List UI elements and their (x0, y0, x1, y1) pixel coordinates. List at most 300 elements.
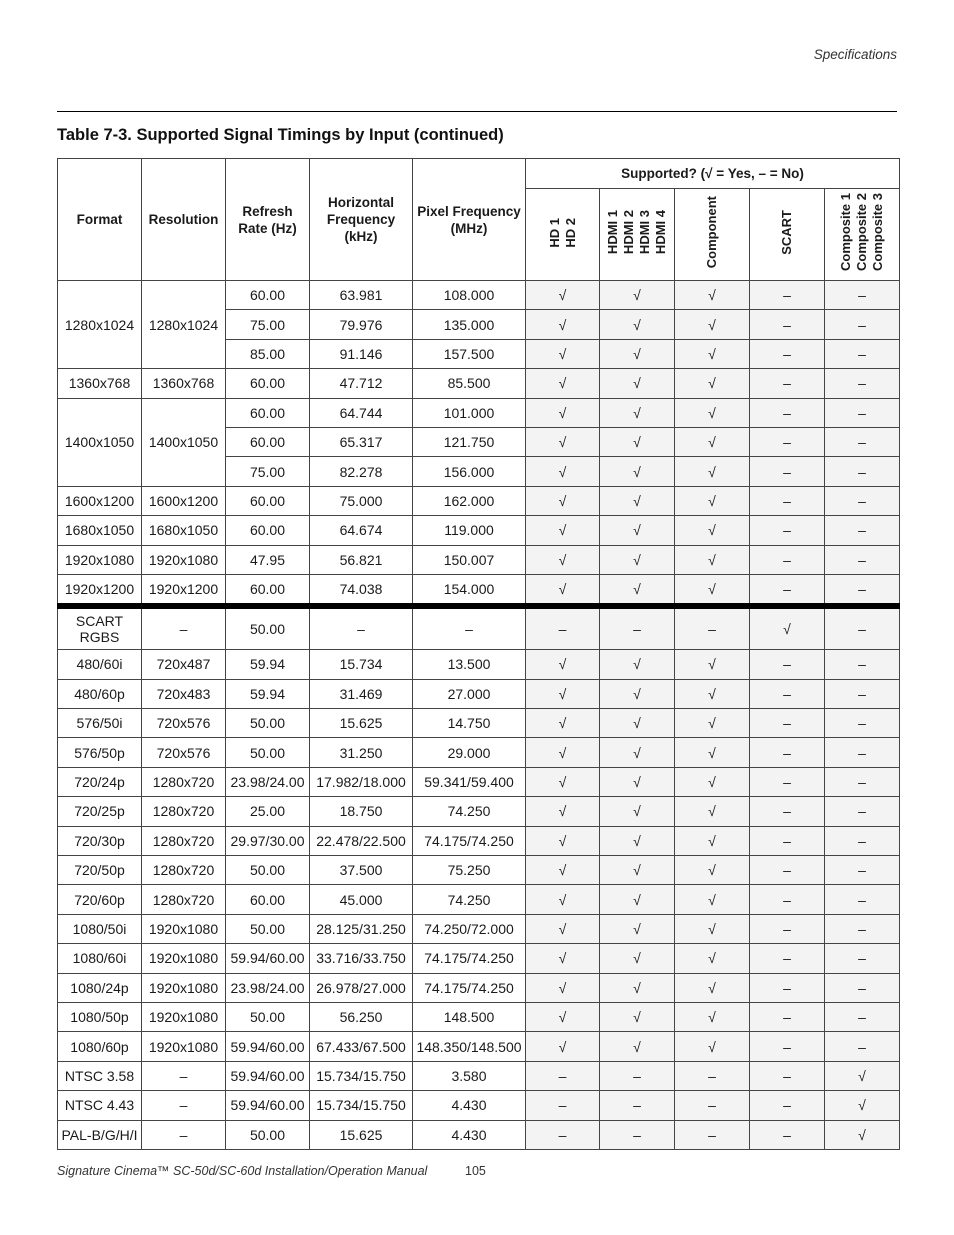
table-body (58, 281, 900, 1150)
cell-component: √ (675, 1032, 750, 1061)
cell-hd: √ (526, 310, 600, 339)
header-rule (57, 111, 897, 112)
cell-scart: – (750, 973, 825, 1002)
cell-resolution: 1280x720 (142, 856, 226, 885)
cell-pixel-frequency: 85.500 (413, 369, 526, 398)
table-row (58, 944, 900, 973)
cell-refresh-rate: 47.95 (226, 545, 310, 574)
cell-pixel-frequency: 27.000 (413, 679, 526, 708)
cell-component: √ (675, 545, 750, 574)
cell-resolution: – (142, 606, 226, 650)
cell-hd: – (526, 1091, 600, 1120)
col-pixel-frequency: Pixel Frequency (MHz) (413, 159, 526, 281)
cell-component: – (675, 1120, 750, 1149)
cell-resolution: 1400x1050 (142, 398, 226, 486)
cell-composite: – (825, 574, 900, 606)
cell-resolution: 1920x1200 (142, 574, 226, 606)
cell-scart: – (750, 885, 825, 914)
col-resolution: Resolution (142, 159, 226, 281)
cell-hdmi: – (600, 1061, 675, 1090)
table-row (58, 767, 900, 796)
cell-pixel-frequency: 119.000 (413, 516, 526, 545)
cell-resolution: – (142, 1091, 226, 1120)
cell-horizontal-frequency: 28.125/31.250 (310, 914, 413, 943)
cell-refresh-rate: 50.00 (226, 856, 310, 885)
table-row (58, 1002, 900, 1031)
cell-format: 1920x1080 (58, 545, 142, 574)
cell-hd: √ (526, 826, 600, 855)
cell-composite: – (825, 281, 900, 310)
cell-horizontal-frequency: 18.750 (310, 797, 413, 826)
col-supported-group: Supported? (√ = Yes, – = No) (526, 159, 900, 189)
cell-hd: – (526, 1061, 600, 1090)
cell-refresh-rate: 29.97/30.00 (226, 826, 310, 855)
cell-component: √ (675, 709, 750, 738)
cell-resolution: 1280x720 (142, 767, 226, 796)
cell-hdmi: – (600, 1120, 675, 1149)
cell-hd: √ (526, 574, 600, 606)
cell-resolution: 1680x1050 (142, 516, 226, 545)
cell-component: √ (675, 310, 750, 339)
cell-refresh-rate: 59.94/60.00 (226, 944, 310, 973)
table-row (58, 709, 900, 738)
cell-hdmi: √ (600, 574, 675, 606)
cell-hd: √ (526, 398, 600, 427)
cell-refresh-rate: 60.00 (226, 369, 310, 398)
col-hd: HD 1 HD 2 (546, 217, 578, 248)
cell-resolution: 1360x768 (142, 369, 226, 398)
cell-horizontal-frequency: 15.734/15.750 (310, 1091, 413, 1120)
cell-scart: – (750, 944, 825, 973)
cell-scart: – (750, 650, 825, 679)
cell-scart: – (750, 427, 825, 456)
cell-component: √ (675, 427, 750, 456)
cell-refresh-rate: 75.00 (226, 457, 310, 486)
cell-scart: – (750, 1032, 825, 1061)
cell-refresh-rate: 60.00 (226, 574, 310, 606)
cell-hdmi: √ (600, 914, 675, 943)
footer-manual-title: Signature Cinema™ SC-50d/SC-60d Installation/Operation Manual (57, 1164, 428, 1178)
cell-component: – (675, 1091, 750, 1120)
cell-pixel-frequency: 148.350/148.500 (413, 1032, 526, 1061)
cell-composite: – (825, 310, 900, 339)
cell-hdmi: √ (600, 738, 675, 767)
cell-hdmi: √ (600, 1032, 675, 1061)
cell-pixel-frequency: 156.000 (413, 457, 526, 486)
cell-format: 1360x768 (58, 369, 142, 398)
table-row (58, 398, 900, 427)
cell-horizontal-frequency: 75.000 (310, 486, 413, 515)
cell-component: √ (675, 486, 750, 515)
cell-hdmi: √ (600, 944, 675, 973)
cell-component: – (675, 606, 750, 650)
cell-pixel-frequency: – (413, 606, 526, 650)
cell-hdmi: √ (600, 826, 675, 855)
cell-format: SCART RGBS (58, 606, 142, 650)
cell-hdmi: √ (600, 797, 675, 826)
cell-horizontal-frequency: 31.469 (310, 679, 413, 708)
cell-resolution: 1920x1080 (142, 1002, 226, 1031)
cell-composite: – (825, 826, 900, 855)
col-horizontal-frequency: Horizontal Frequency (kHz) (310, 159, 413, 281)
cell-horizontal-frequency: 63.981 (310, 281, 413, 310)
cell-horizontal-frequency: 17.982/18.000 (310, 767, 413, 796)
cell-composite: √ (825, 1061, 900, 1090)
cell-refresh-rate: 59.94/60.00 (226, 1091, 310, 1120)
cell-resolution: 1280x720 (142, 826, 226, 855)
cell-resolution: 720x576 (142, 709, 226, 738)
cell-component: √ (675, 281, 750, 310)
cell-component: √ (675, 856, 750, 885)
cell-scart: – (750, 486, 825, 515)
cell-format: 720/25p (58, 797, 142, 826)
cell-composite: – (825, 797, 900, 826)
cell-pixel-frequency: 74.175/74.250 (413, 973, 526, 1002)
cell-component: √ (675, 457, 750, 486)
cell-horizontal-frequency: 15.734 (310, 650, 413, 679)
signal-timings-table (57, 158, 900, 1150)
cell-horizontal-frequency: 15.734/15.750 (310, 1061, 413, 1090)
cell-hd: √ (526, 427, 600, 456)
cell-horizontal-frequency: 82.278 (310, 457, 413, 486)
cell-scart: – (750, 826, 825, 855)
cell-horizontal-frequency: 79.976 (310, 310, 413, 339)
cell-pixel-frequency: 154.000 (413, 574, 526, 606)
cell-component: √ (675, 369, 750, 398)
cell-pixel-frequency: 101.000 (413, 398, 526, 427)
cell-refresh-rate: 59.94 (226, 679, 310, 708)
cell-format: 1920x1200 (58, 574, 142, 606)
cell-composite: – (825, 738, 900, 767)
table-row (58, 679, 900, 708)
table-row (58, 914, 900, 943)
cell-hd: √ (526, 650, 600, 679)
cell-component: √ (675, 679, 750, 708)
cell-hdmi: √ (600, 369, 675, 398)
cell-horizontal-frequency: 65.317 (310, 427, 413, 456)
cell-pixel-frequency: 74.175/74.250 (413, 826, 526, 855)
cell-resolution: 1920x1080 (142, 914, 226, 943)
cell-hdmi: √ (600, 339, 675, 368)
cell-composite: – (825, 427, 900, 456)
cell-scart: – (750, 369, 825, 398)
cell-composite: – (825, 973, 900, 1002)
cell-pixel-frequency: 150.007 (413, 545, 526, 574)
cell-horizontal-frequency: 74.038 (310, 574, 413, 606)
cell-format: 1600x1200 (58, 486, 142, 515)
cell-horizontal-frequency: 37.500 (310, 856, 413, 885)
cell-composite: – (825, 679, 900, 708)
cell-composite: – (825, 1032, 900, 1061)
cell-composite: – (825, 1002, 900, 1031)
cell-hdmi: √ (600, 457, 675, 486)
cell-format: 1080/24p (58, 973, 142, 1002)
cell-composite: – (825, 516, 900, 545)
table-row (58, 545, 900, 574)
cell-hd: √ (526, 738, 600, 767)
cell-format: 1680x1050 (58, 516, 142, 545)
cell-hd: – (526, 1120, 600, 1149)
cell-hd: √ (526, 973, 600, 1002)
cell-horizontal-frequency: – (310, 606, 413, 650)
cell-resolution: 720x487 (142, 650, 226, 679)
cell-hd: √ (526, 545, 600, 574)
cell-resolution: 1280x720 (142, 885, 226, 914)
cell-pixel-frequency: 75.250 (413, 856, 526, 885)
cell-resolution: 1600x1200 (142, 486, 226, 515)
cell-hd: √ (526, 856, 600, 885)
cell-resolution: – (142, 1061, 226, 1090)
cell-resolution: 720x576 (142, 738, 226, 767)
cell-scart: – (750, 797, 825, 826)
cell-refresh-rate: 50.00 (226, 738, 310, 767)
cell-scart: – (750, 574, 825, 606)
cell-hd: √ (526, 914, 600, 943)
cell-composite: – (825, 369, 900, 398)
cell-hdmi: √ (600, 427, 675, 456)
cell-component: √ (675, 767, 750, 796)
cell-resolution: 1920x1080 (142, 545, 226, 574)
col-composite: Composite 1 Composite 2 Composite 3 (838, 193, 886, 272)
col-refresh-rate: Refresh Rate (Hz) (226, 159, 310, 281)
col-hdmi: HDMI 1 HDMI 2 HDMI 3 HDMI 4 (605, 210, 668, 255)
cell-hdmi: √ (600, 1002, 675, 1031)
cell-hd: √ (526, 1002, 600, 1031)
cell-scart: – (750, 1002, 825, 1031)
cell-hdmi: √ (600, 650, 675, 679)
table-row (58, 574, 900, 606)
cell-resolution: 1280x720 (142, 797, 226, 826)
cell-horizontal-frequency: 91.146 (310, 339, 413, 368)
cell-refresh-rate: 50.00 (226, 1002, 310, 1031)
cell-resolution: 1920x1080 (142, 1032, 226, 1061)
cell-refresh-rate: 60.00 (226, 486, 310, 515)
cell-hdmi: – (600, 1091, 675, 1120)
cell-composite: – (825, 767, 900, 796)
cell-horizontal-frequency: 31.250 (310, 738, 413, 767)
cell-scart: – (750, 1120, 825, 1149)
table-caption: Table 7-3. Supported Signal Timings by Input (continued) (57, 126, 504, 144)
cell-refresh-rate: 60.00 (226, 427, 310, 456)
cell-component: √ (675, 398, 750, 427)
cell-composite: – (825, 709, 900, 738)
cell-horizontal-frequency: 15.625 (310, 709, 413, 738)
col-component: Component (704, 196, 719, 269)
cell-scart: – (750, 457, 825, 486)
cell-resolution: 1280x1024 (142, 281, 226, 369)
cell-horizontal-frequency: 26.978/27.000 (310, 973, 413, 1002)
cell-scart: √ (750, 606, 825, 650)
cell-scart: – (750, 709, 825, 738)
table-row (58, 606, 900, 650)
cell-scart: – (750, 310, 825, 339)
cell-composite: – (825, 914, 900, 943)
cell-scart: – (750, 398, 825, 427)
cell-hdmi: √ (600, 885, 675, 914)
col-format: Format (58, 159, 142, 281)
cell-composite: – (825, 545, 900, 574)
cell-horizontal-frequency: 45.000 (310, 885, 413, 914)
cell-horizontal-frequency: 15.625 (310, 1120, 413, 1149)
cell-format: 1080/50i (58, 914, 142, 943)
cell-hdmi: √ (600, 709, 675, 738)
cell-horizontal-frequency: 56.821 (310, 545, 413, 574)
cell-component: √ (675, 738, 750, 767)
cell-horizontal-frequency: 56.250 (310, 1002, 413, 1031)
page-number: 105 (465, 1164, 486, 1178)
table-row (58, 1091, 900, 1120)
cell-pixel-frequency: 157.500 (413, 339, 526, 368)
table-row (58, 1061, 900, 1090)
cell-format: PAL-B/G/H/I (58, 1120, 142, 1149)
table-row (58, 369, 900, 398)
cell-hd: √ (526, 709, 600, 738)
cell-scart: – (750, 1091, 825, 1120)
cell-format: 720/24p (58, 767, 142, 796)
cell-hdmi: √ (600, 767, 675, 796)
col-scart: SCART (779, 210, 794, 255)
cell-format: 720/50p (58, 856, 142, 885)
cell-hdmi: √ (600, 398, 675, 427)
cell-pixel-frequency: 108.000 (413, 281, 526, 310)
cell-hd: √ (526, 1032, 600, 1061)
table-row (58, 1120, 900, 1149)
cell-refresh-rate: 50.00 (226, 709, 310, 738)
table-row (58, 797, 900, 826)
cell-hd: √ (526, 369, 600, 398)
cell-format: 576/50p (58, 738, 142, 767)
cell-pixel-frequency: 148.500 (413, 1002, 526, 1031)
cell-horizontal-frequency: 64.744 (310, 398, 413, 427)
cell-refresh-rate: 23.98/24.00 (226, 973, 310, 1002)
cell-hdmi: √ (600, 310, 675, 339)
table-row (58, 826, 900, 855)
cell-horizontal-frequency: 64.674 (310, 516, 413, 545)
table-row (58, 885, 900, 914)
cell-pixel-frequency: 74.250 (413, 797, 526, 826)
cell-composite: √ (825, 1120, 900, 1149)
cell-resolution: – (142, 1120, 226, 1149)
cell-pixel-frequency: 121.750 (413, 427, 526, 456)
cell-hdmi: √ (600, 973, 675, 1002)
cell-composite: – (825, 339, 900, 368)
cell-scart: – (750, 767, 825, 796)
cell-pixel-frequency: 59.341/59.400 (413, 767, 526, 796)
cell-scart: – (750, 339, 825, 368)
cell-hd: √ (526, 679, 600, 708)
cell-hd: √ (526, 885, 600, 914)
cell-pixel-frequency: 74.250 (413, 885, 526, 914)
cell-horizontal-frequency: 47.712 (310, 369, 413, 398)
cell-refresh-rate: 85.00 (226, 339, 310, 368)
cell-pixel-frequency: 135.000 (413, 310, 526, 339)
running-header: Specifications (813, 47, 897, 62)
table-row (58, 973, 900, 1002)
cell-format: 720/60p (58, 885, 142, 914)
cell-refresh-rate: 60.00 (226, 398, 310, 427)
table-row (58, 516, 900, 545)
cell-composite: – (825, 944, 900, 973)
cell-hd: √ (526, 944, 600, 973)
cell-scart: – (750, 856, 825, 885)
cell-resolution: 720x483 (142, 679, 226, 708)
cell-format: 1080/60i (58, 944, 142, 973)
cell-hdmi: √ (600, 486, 675, 515)
cell-hdmi: – (600, 606, 675, 650)
cell-refresh-rate: 60.00 (226, 885, 310, 914)
cell-pixel-frequency: 3.580 (413, 1061, 526, 1090)
cell-hd: √ (526, 281, 600, 310)
table-row (58, 281, 900, 310)
table-row (58, 1032, 900, 1061)
cell-format: NTSC 3.58 (58, 1061, 142, 1090)
cell-pixel-frequency: 13.500 (413, 650, 526, 679)
cell-composite: – (825, 885, 900, 914)
cell-refresh-rate: 50.00 (226, 914, 310, 943)
cell-scart: – (750, 516, 825, 545)
cell-format: 1400x1050 (58, 398, 142, 486)
cell-composite: √ (825, 1091, 900, 1120)
cell-scart: – (750, 1061, 825, 1090)
cell-hd: – (526, 606, 600, 650)
table-row (58, 486, 900, 515)
cell-composite: – (825, 650, 900, 679)
cell-composite: – (825, 398, 900, 427)
cell-refresh-rate: 59.94/60.00 (226, 1032, 310, 1061)
cell-component: √ (675, 944, 750, 973)
cell-format: 1280x1024 (58, 281, 142, 369)
cell-pixel-frequency: 29.000 (413, 738, 526, 767)
cell-format: 480/60p (58, 679, 142, 708)
cell-format: 576/50i (58, 709, 142, 738)
cell-component: √ (675, 1002, 750, 1031)
cell-scart: – (750, 914, 825, 943)
cell-composite: – (825, 486, 900, 515)
cell-component: √ (675, 574, 750, 606)
cell-format: 720/30p (58, 826, 142, 855)
table-row (58, 650, 900, 679)
cell-pixel-frequency: 14.750 (413, 709, 526, 738)
cell-component: √ (675, 650, 750, 679)
cell-pixel-frequency: 162.000 (413, 486, 526, 515)
cell-component: √ (675, 339, 750, 368)
cell-hdmi: √ (600, 679, 675, 708)
cell-scart: – (750, 738, 825, 767)
cell-refresh-rate: 25.00 (226, 797, 310, 826)
cell-hd: √ (526, 516, 600, 545)
cell-resolution: 1920x1080 (142, 944, 226, 973)
cell-composite: – (825, 856, 900, 885)
cell-hdmi: √ (600, 545, 675, 574)
cell-hd: √ (526, 797, 600, 826)
table-row (58, 856, 900, 885)
cell-hd: √ (526, 767, 600, 796)
cell-hdmi: √ (600, 516, 675, 545)
cell-component: √ (675, 973, 750, 1002)
cell-format: 480/60i (58, 650, 142, 679)
cell-refresh-rate: 75.00 (226, 310, 310, 339)
cell-pixel-frequency: 4.430 (413, 1120, 526, 1149)
cell-component: √ (675, 797, 750, 826)
cell-component: √ (675, 516, 750, 545)
cell-pixel-frequency: 4.430 (413, 1091, 526, 1120)
cell-format: 1080/50p (58, 1002, 142, 1031)
cell-component: √ (675, 885, 750, 914)
cell-refresh-rate: 60.00 (226, 516, 310, 545)
cell-scart: – (750, 545, 825, 574)
cell-refresh-rate: 50.00 (226, 1120, 310, 1149)
cell-composite: – (825, 606, 900, 650)
